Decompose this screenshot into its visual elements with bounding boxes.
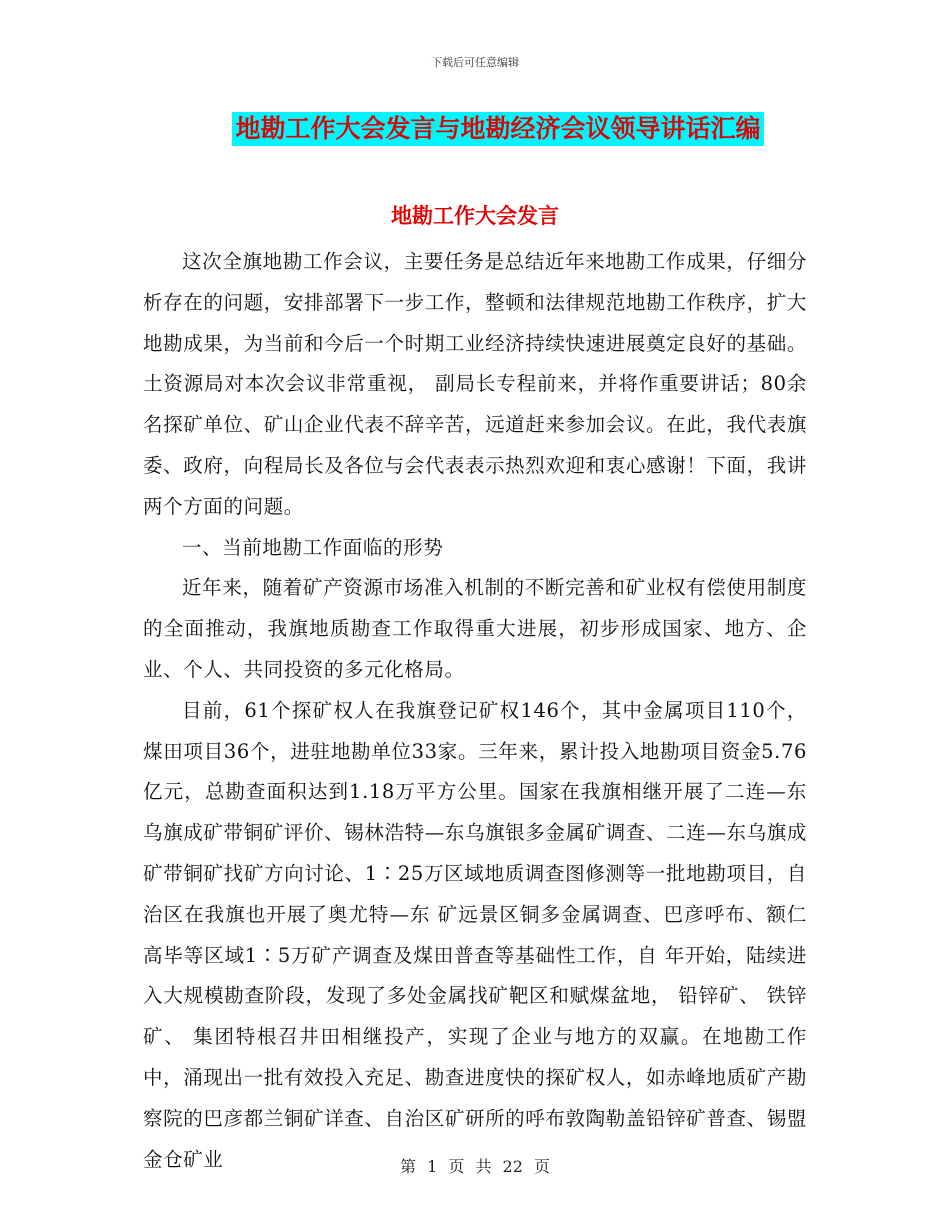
page-footer: 第 1 页 共 22 页 [400, 1157, 550, 1176]
header-note: 下载后可任意编辑 [431, 56, 519, 69]
section-title: 地勘工作大会发言 [391, 203, 559, 228]
document-title-text: 地勘工作大会发言与地勘经济会议领导讲话汇编 [232, 112, 763, 146]
paragraph-current-status: 目前，61个探矿权人在我旗登记矿权146个，其中金属项目110个，煤田项目36个，进驻地勘单位33家。三年来，累计投入地勘项目资金5.76亿元，总勘查面积达到1.18万平方公里。国家在我旗相继开展了二连—东乌旗成矿带铜矿评价、锡林浩特—东乌旗银多金属矿调查、二连—东乌旗成矿带铜矿找矿方向讨论、1∶25万区域地质调查图修测等一批地勘项目，自治区在我旗也开展了奥尤特—东 矿远景区铜多金属调查、巴彦呼布、额仁高毕等区域1∶5万矿产调查及煤田普查等基础性工作，自 年开始，陆续进入大规模勘查阶段，发现了多处金属找矿靶区和赋煤盆地， 铅锌矿、 铁锌矿、 集团特根召井田相继投产，实现了企业与地方的双赢。在地勘工作中，涌现出一批有效投入充足、勘查进度快的探矿权人，如赤峰地质矿产勘察院的巴彦都兰铜矿详查、自治区矿研所的呼布敦陶勒盖铅锌矿普查、锡盟金仓矿业 [143, 698, 807, 1171]
paragraph-intro: 这次全旗地勘工作会议，主要任务是总结近年来地勘工作成果，仔细分析存在的问题，安排部署下一步工作，整顿和法律规范地勘工作秩序，扩大地勘成果，为当前和今后一个时期工业经济持续快速进展奠定良好的基础。 土资源局对本次会议非常重视， 副局长专程前来，并将作重要讲话；80余名探矿单位、矿山企业代表不辞辛苦，远道赶来参加会议。在此，我代表旗委、政府，向程局长及各位与会代表表示热烈欢迎和衷心感谢！下面，我讲两个方面的问题。 [143, 250, 807, 518]
document-body [143, 242, 807, 1180]
paragraph-heading-situation: 一、当前地勘工作面临的形势 [182, 535, 444, 559]
document-title [0, 112, 950, 146]
paragraph-recent-years: 近年来，随着矿产资源市场准入机制的不断完善和矿业权有偿使用制度的全面推动，我旗地质勘查工作取得重大进展，初步形成国家、地方、企业、个人、共同投资的多元化格局。 [143, 576, 807, 681]
